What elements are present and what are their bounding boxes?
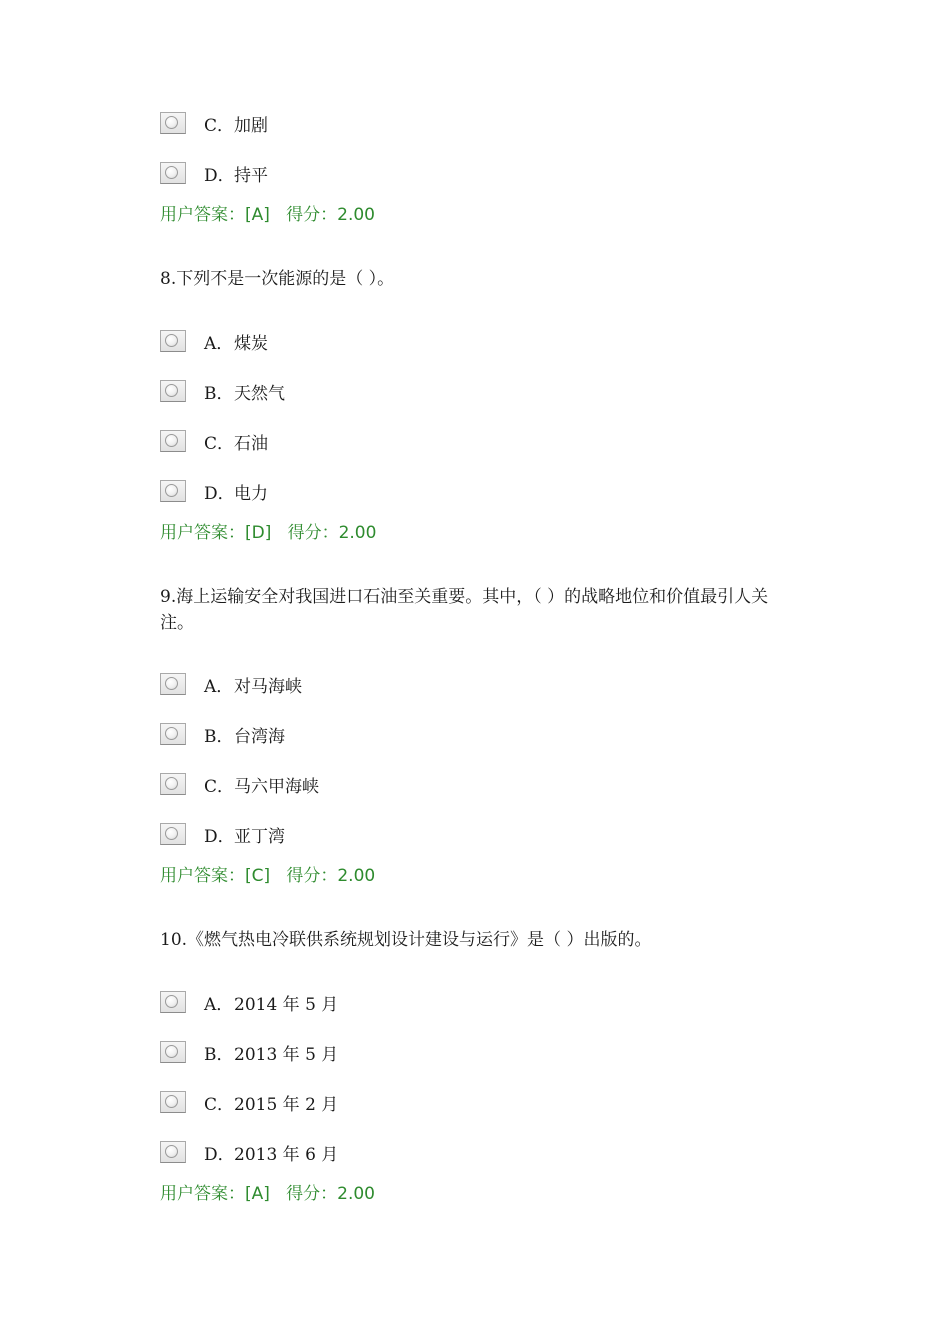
option-text: 对马海峡	[234, 676, 302, 697]
option-text: 电力	[234, 483, 268, 504]
answer-value: [A]	[245, 205, 270, 225]
q9-option-c[interactable]	[160, 771, 319, 797]
score-value: 2.00	[338, 523, 377, 543]
option-letter: C．	[204, 1094, 235, 1115]
answer-label: 用户答案：	[160, 1184, 245, 1204]
option-letter: A．	[204, 676, 234, 697]
score-value: 2.00	[337, 866, 376, 886]
option-text: 2013 年 5 月	[234, 1044, 339, 1065]
radio-button[interactable]	[160, 673, 186, 695]
score-label: 得分：	[286, 1184, 338, 1204]
q10-option-d[interactable]	[160, 1139, 338, 1165]
radio-button[interactable]	[160, 1091, 186, 1113]
q8-option-c[interactable]	[160, 428, 268, 454]
option-text: 马六甲海峡	[234, 776, 319, 797]
radio-button[interactable]	[160, 480, 186, 502]
option-text: 持平	[234, 165, 268, 186]
option-letter: D．	[204, 483, 235, 504]
option-letter: A．	[204, 333, 234, 354]
score-label: 得分：	[287, 523, 339, 543]
q10-option-a[interactable]	[160, 989, 338, 1015]
answer-label: 用户答案：	[160, 523, 245, 543]
score-label: 得分：	[286, 205, 338, 225]
q9-answer-line	[160, 861, 375, 886]
q8-option-b[interactable]	[160, 378, 285, 404]
option-text: 煤炭	[234, 333, 268, 354]
radio-button[interactable]	[160, 1041, 186, 1063]
radio-button[interactable]	[160, 112, 186, 134]
score-value: 2.00	[337, 1184, 375, 1204]
option-letter: B．	[204, 383, 234, 404]
q7-answer-line	[160, 200, 375, 225]
option-letter: C．	[204, 433, 235, 454]
option-text: 2015 年 2 月	[234, 1094, 339, 1115]
option-letter: C．	[204, 776, 235, 797]
q9-option-b[interactable]	[160, 721, 285, 747]
q9-option-d[interactable]	[160, 821, 285, 847]
q10-answer-line	[160, 1179, 375, 1204]
option-text: 亚丁湾	[234, 826, 285, 847]
answer-label: 用户答案：	[160, 205, 245, 225]
answer-value: [C]	[245, 866, 271, 886]
option-letter: D．	[204, 826, 235, 847]
option-text: 石油	[234, 433, 268, 454]
radio-button[interactable]	[160, 991, 186, 1013]
answer-value: [D]	[245, 523, 272, 543]
q10-option-c[interactable]	[160, 1089, 338, 1115]
option-letter: D．	[204, 1144, 235, 1165]
q8-question-text: 8.下列不是一次能源的是（ ）。	[160, 269, 395, 289]
q8-option-d[interactable]	[160, 478, 268, 504]
option-text: 2014 年 5 月	[234, 994, 339, 1015]
radio-button[interactable]	[160, 162, 186, 184]
option-text: 天然气	[234, 383, 285, 404]
radio-button[interactable]	[160, 430, 186, 452]
q9-question-text: 9.海上运输安全对我国进口石油至关重要。其中，（ ）的战略地位和价值最引人关注。	[160, 587, 769, 633]
radio-button[interactable]	[160, 330, 186, 352]
q8-option-a[interactable]	[160, 328, 268, 354]
answer-value: [A]	[245, 1184, 270, 1204]
option-letter: D．	[204, 165, 235, 186]
option-text: 加剧	[234, 115, 268, 136]
answer-label: 用户答案：	[160, 866, 245, 886]
option-letter: A．	[204, 994, 234, 1015]
option-text: 台湾海	[234, 726, 285, 747]
radio-button[interactable]	[160, 1141, 186, 1163]
q7-option-c[interactable]	[160, 110, 268, 136]
q8-answer-line	[160, 518, 376, 543]
q7-option-d[interactable]	[160, 160, 268, 186]
option-letter: B．	[204, 726, 234, 747]
radio-button[interactable]	[160, 380, 186, 402]
radio-button[interactable]	[160, 773, 186, 795]
score-value: 2.00	[337, 205, 375, 225]
option-text: 2013 年 6 月	[234, 1144, 339, 1165]
q9-option-a[interactable]	[160, 671, 302, 697]
score-label: 得分：	[286, 866, 338, 886]
radio-button[interactable]	[160, 723, 186, 745]
radio-button[interactable]	[160, 823, 186, 845]
option-letter: B．	[204, 1044, 234, 1065]
q10-question-text: 10.《燃气热电冷联供系统规划设计建设与运行》是（ ）出版的。	[160, 930, 652, 950]
q10-option-b[interactable]	[160, 1039, 338, 1065]
option-letter: C．	[204, 115, 235, 136]
